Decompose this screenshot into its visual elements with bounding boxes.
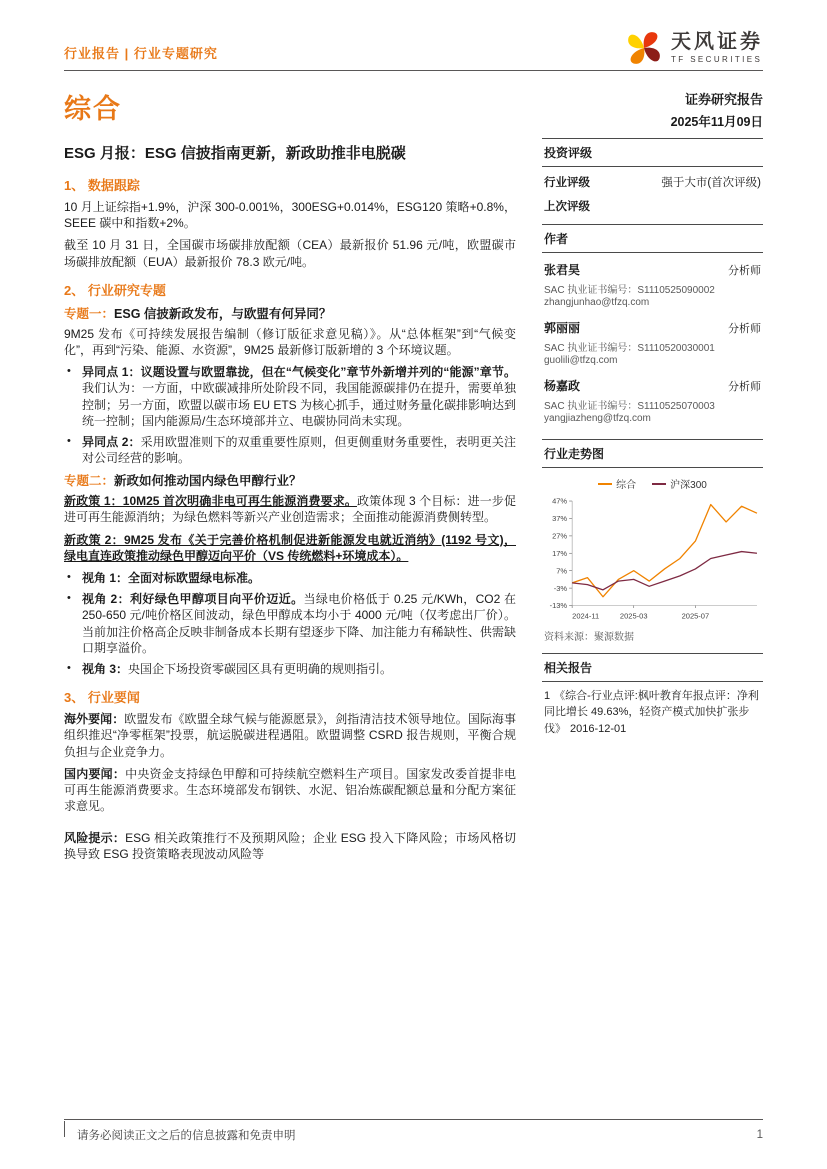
author-sac-number: SAC 执业证书编号：S1110525090002 — [544, 285, 715, 296]
svg-text:47%: 47% — [552, 496, 568, 506]
report-date: 2025年11月09日 — [670, 115, 763, 129]
footer-tick-divider — [64, 1121, 65, 1137]
author-card — [544, 261, 761, 308]
content-columns — [64, 138, 763, 869]
related-reports-heading: 相关报告 — [542, 654, 763, 682]
data-tracking-paragraph-2: 截至 10 月 31 日，全国碳市场碳排放配额（CEA）最新报价 51.96 元/吨，欧盟碳市场碳排放配额（EUA）最新报价 78.3 欧元/吨。 — [64, 238, 516, 269]
data-tracking-paragraph-1: 10 月上证综指+1.9%，沪深 300-0.001%，300ESG+0.014%，ESG120 策略+0.8%，SEEE 碳中和指数+2%。 — [64, 200, 516, 231]
rating-row-previous — [544, 194, 761, 218]
rating-label: 行业评级 — [544, 177, 590, 189]
author-email-link[interactable]: zhangjunhao@tfzq.com — [544, 297, 650, 308]
report-body — [64, 138, 516, 869]
footer-disclaimer: 请务必阅读正文之后的信息披露和免责申明 — [77, 1130, 296, 1142]
bullet-icon: • — [67, 661, 71, 674]
bullet-item-diff-2 — [64, 434, 516, 466]
legend-line-marker — [598, 483, 612, 485]
topic2-heading — [64, 471, 516, 489]
svg-text:7%: 7% — [556, 566, 568, 576]
authors-section — [542, 224, 763, 439]
tf-securities-logo — [624, 28, 763, 68]
bullet-body: 采用欧盟准则下的双重重要性原则，但更侧重财务重要性，表明更关注对公司经营的影响。 — [82, 434, 516, 466]
overseas-news-paragraph — [64, 711, 516, 760]
topic2-label: 专题二： — [64, 474, 115, 489]
brand-name-cn: 天风证券 — [671, 31, 763, 53]
topic1-paragraph: 9M25 发布《可持续发展报告编制（修订版征求意见稿）》。从“总体框架”到“气候变化”，再到“污染、能源、水资源”，9M25 最新修订版新增的 3 个环境议题。 — [64, 326, 516, 357]
svg-text:37%: 37% — [552, 514, 568, 524]
related-report-item[interactable] — [542, 682, 763, 748]
domestic-news-label: 国内要闻： — [64, 766, 126, 781]
author-name: 杨嘉政 — [544, 379, 581, 393]
bullet-item-diff-1 — [64, 364, 516, 429]
legend-label: 沪深300 — [670, 480, 707, 491]
bullet-icon: • — [67, 434, 71, 447]
author-title: 分析师 — [728, 323, 761, 335]
topic1-label: 专题一： — [64, 306, 115, 321]
authors-list — [542, 253, 763, 439]
section-heading-data-tracking: 1、 数据跟踪 — [64, 178, 140, 193]
svg-text:17%: 17% — [552, 548, 568, 558]
report-type-label: 证券研究报告 — [684, 92, 763, 107]
overseas-news-body: 欧盟发布《欧盟全球气候与能源愿景》，剑指清洁技术领导地位。国际海事组织推迟“净零框架”投票，航运脱碳进程遇阻。欧盟调整 CSRD 报告规则，平衡合规负担与企业竞争力。 — [64, 712, 516, 759]
authors-heading: 作者 — [542, 225, 763, 253]
author-card — [544, 319, 761, 366]
policy2-paragraph — [64, 532, 516, 564]
author-title: 分析师 — [728, 265, 761, 277]
topic2-title: 新政如何推动国内绿色甲醇行业？ — [114, 474, 302, 489]
policy1-lead: 新政策 1：10M25 首次明确非电可再生能源消费要求。 — [64, 494, 357, 509]
risk-warning-body: ESG 相关政策推行不及预期风险；企业 ESG 投入下降风险；市场风格切换导致 ESG 投资策略表现波动风险等 — [64, 831, 516, 862]
bullet-body: 央国企下场投资零碳园区具有更明确的规则指引。 — [128, 661, 393, 676]
sidebar — [542, 138, 763, 869]
page-number: 1 — [756, 1129, 763, 1141]
chart-source: 资料来源：聚源数据 — [544, 631, 634, 643]
bullet-text — [82, 434, 516, 466]
rating-value: 强于大市(首次评级) — [661, 177, 761, 189]
report-title: ESG 月报：ESG 信披指南更新，新政助推非电脱碳 — [64, 145, 406, 162]
rating-heading: 投资评级 — [542, 139, 763, 167]
legend-item-hs300 — [652, 476, 707, 491]
related-report-title: 《综合-行业点评:枫叶教育年报点评：净利同比增长 49.63%，轻资产模式加快扩张步伐》 — [544, 689, 759, 735]
policy1-body: 政策体现 3 个目标：进一步促进可再生能源消纳；为绿色燃料等新兴产业创造需求；全面推动能源消费侧转型。 — [64, 494, 516, 525]
rating-table — [542, 167, 763, 224]
svg-text:2024-11: 2024-11 — [572, 611, 600, 621]
policy1-paragraph — [64, 493, 516, 525]
author-sac-number: SAC 执业证书编号：S1110525070003 — [544, 401, 715, 412]
bullet-body: 我们认为：一方面，中欧碳减排所处阶段不同，我国能源碳排仍在提升，需要单独控制；另一方面，欧盟以碳市场 EU ETS 为核心抓手，通过财务量化碳排影响达到统一控制；国内能源局/生态环境部并立、电碳协同尚未实现。 — [82, 381, 517, 428]
svg-text:2025-03: 2025-03 — [619, 611, 648, 621]
bullet-icon: • — [67, 365, 71, 378]
bullet-text — [82, 364, 516, 429]
topic1-heading — [64, 304, 516, 322]
related-report-date: 2016-12-01 — [570, 722, 627, 735]
tf-pinwheel-logo-icon — [624, 28, 664, 68]
author-email-link[interactable]: guolili@tfzq.com — [544, 355, 618, 366]
page-header — [64, 28, 763, 68]
bullet-lead: 视角 3： — [82, 661, 129, 676]
trend-chart-svg — [542, 493, 763, 624]
bullet-item-view-3 — [64, 661, 516, 677]
report-meta — [671, 87, 763, 130]
risk-warning-paragraph — [64, 830, 516, 862]
brand-name-en: TF SECURITIES — [671, 55, 763, 64]
author-card — [544, 377, 761, 424]
bullet-body: 当绿电价格低于 0.25 元/KWh，CO2 在 250-650 元/吨价格区间波动，绿色甲醇成本均小于 4000 元/吨（仅考虑出厂价）。当前加注价格高企反映非制备成本长期有望逐步下降、加注能力有稀缺性、供需缺口期享溢价。 — [82, 592, 516, 655]
related-reports-section — [542, 653, 763, 748]
legend-line-marker — [652, 483, 666, 485]
section-heading-industry-news: 3、 行业要闻 — [64, 690, 140, 706]
bullet-icon: • — [67, 592, 71, 605]
risk-warning-label: 风险提示： — [64, 831, 126, 846]
author-name: 张君昊 — [544, 263, 581, 277]
bullet-lead: 视角 1：全面对标欧盟绿电标准。 — [82, 571, 261, 585]
report-category: 行业报告 | 行业专题研究 — [64, 46, 218, 61]
legend-item-zonghe — [598, 476, 636, 491]
rating-label: 上次评级 — [544, 201, 590, 213]
trend-chart-heading: 行业走势图 — [542, 440, 763, 468]
section-heading-research-topics: 2、 行业研究专题 — [64, 282, 166, 298]
author-email-link[interactable]: yangjiazheng@tfzq.com — [544, 413, 651, 424]
header-divider — [64, 70, 763, 71]
bullet-icon: • — [67, 571, 71, 583]
bullet-lead: 异同点 1：议题设置与欧盟靠拢，但在“气候变化”章节外新增并列的“能源”章节。 — [82, 365, 516, 380]
bullet-text — [82, 591, 516, 656]
overseas-news-label: 海外要闻： — [64, 712, 125, 727]
author-sac-number: SAC 执业证书编号：S1110520030001 — [544, 343, 715, 354]
industry-name: 综合 — [64, 94, 122, 124]
legend-label: 综合 — [616, 480, 637, 491]
topic1-title: ESG 信披新政发布，与欧盟有何异同？ — [114, 306, 332, 321]
masthead — [64, 87, 763, 130]
domestic-news-paragraph — [64, 766, 516, 815]
svg-text:-3%: -3% — [553, 583, 568, 593]
svg-text:27%: 27% — [552, 531, 568, 541]
bullet-item-view-1 — [64, 570, 516, 586]
brand-text — [671, 32, 763, 64]
related-report-index: 1 — [544, 689, 551, 702]
bullet-text — [82, 570, 516, 586]
chart-legend — [542, 476, 763, 491]
rating-row-industry — [544, 170, 761, 194]
bullet-text — [82, 661, 516, 677]
trend-chart-section — [542, 439, 763, 643]
domestic-news-body: 中央资金支持绿色甲醇和可持续航空燃料生产项目。国家发改委首提非电可再生能源消费要求。生态环境部发布钢铁、水泥、铝冶炼碳配额总量和分配方案征求意见。 — [64, 766, 516, 814]
rating-section — [542, 138, 763, 224]
page-footer — [64, 1119, 763, 1143]
svg-text:2025-07: 2025-07 — [681, 611, 710, 621]
bullet-item-view-2 — [64, 591, 516, 656]
industry-trend-chart — [542, 468, 763, 624]
author-title: 分析师 — [728, 381, 761, 393]
author-name: 郭丽丽 — [544, 321, 581, 335]
policy2-lead: 新政策 2：9M25 发布《关于完善价格机制促进新能源发电就近消纳》(1192 号文)，绿电直连政策推动绿色甲醇迈向平价（VS 传统燃料+环境成本）。 — [64, 532, 516, 563]
svg-text:-13%: -13% — [549, 601, 568, 611]
bullet-lead: 视角 2：利好绿色甲醇项目向平价迈近。 — [82, 592, 304, 607]
bullet-lead: 异同点 2： — [82, 434, 141, 449]
